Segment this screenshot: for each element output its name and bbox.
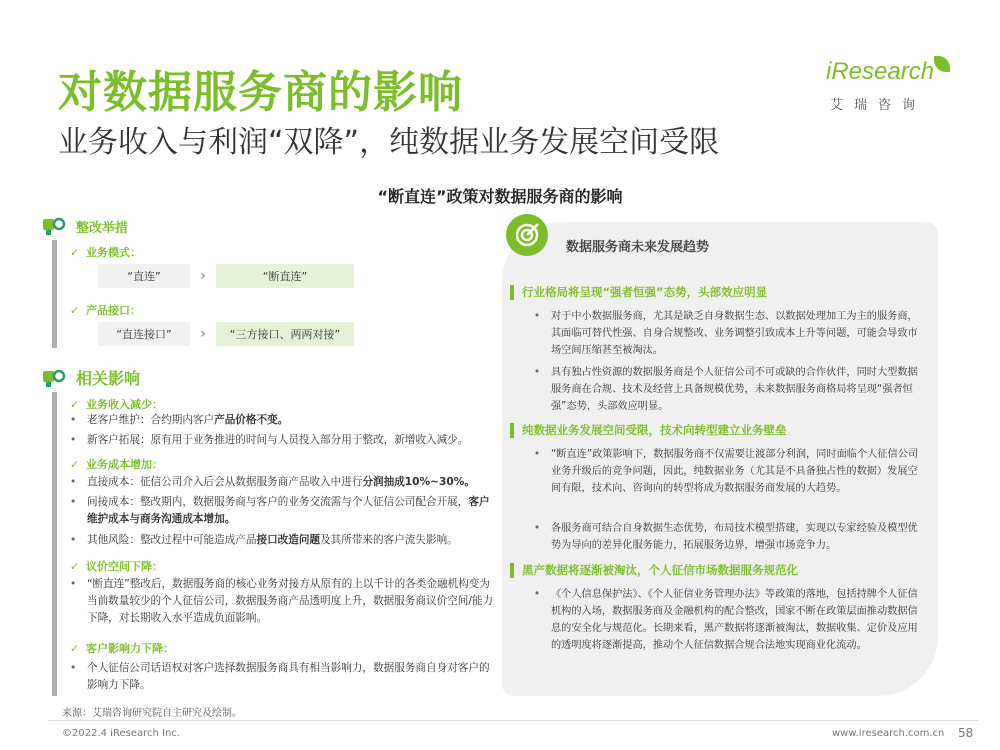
trend-bullet: • 具有独占性资源的数据服务商是个人征信公司不可或缺的合作伙伴，同时大型数据服务商在合规、技术及经营上具备规模优势，未来数据服务商格局将呈现“强者恒强”态势，头部效应明显。 [534, 367, 918, 412]
check-icon: ✓ [70, 457, 80, 471]
footer-divider [48, 720, 978, 721]
business-mode-to: “断直连” [216, 264, 354, 288]
trend-heading: 行业格局将呈现“强者恒强”态势，头部效应明显 [510, 282, 920, 302]
check-icon: ✓ [70, 559, 80, 573]
tools-icon [42, 216, 66, 236]
section-title: “断直连”政策对数据服务商的影响 [377, 187, 623, 206]
product-interface-to: “三方接口、两两对接” [216, 322, 354, 346]
check-icon: ✓ [70, 245, 80, 259]
check-icon: ✓ [70, 641, 80, 655]
impact-group-tag: ✓ 业务成本增加： [70, 457, 163, 471]
impact-item: • 直接成本：征信公司介入后会从数据服务商产品收入中进行分润抽成10%~30%。 [70, 476, 475, 488]
logo-cn-text: 艾瑞咨询 [830, 98, 927, 113]
impact-group-tag: ✓ 议价空间下降： [70, 559, 163, 573]
check-icon: ✓ [70, 397, 80, 411]
copyright: ©2022.4 iResearch Inc. [62, 728, 180, 739]
trend-heading: 纯数据业务发展空间受限，技术向转型建立业务壁垒 [510, 420, 920, 440]
leaf-icon [934, 56, 950, 72]
product-interface-flow [98, 322, 354, 346]
impact-item: • 个人征信公司话语权对客户选择数据服务商具有相当影响力，数据服务商自身对客户的影响力下降。 [70, 662, 490, 691]
impact-item: • 新客户拓展：原有用于业务推进的时间与人员投入部分用于整改，新增收入减少。 [70, 434, 469, 446]
iresearch-logo [826, 54, 956, 114]
business-mode-from: “直连” [98, 264, 190, 288]
impacts-divider [52, 392, 57, 696]
page-number: 58 [958, 726, 974, 740]
trend-bullet: • 《个人信息保护法》、《个人征信业务管理办法》等政策的落地，包括持牌个人征信机构的入场，数据服务商及金融机构的配合整改，国家不断在政策层面推动数据信息的安全化与规范化。长期来看，黑产数据将逐渐被淘汰，数据收集、定价及应用的透明度将逐渐提高，推动个人征信数据合规合法地实现商业化流动。 [534, 589, 918, 651]
check-icon: ✓ [70, 303, 80, 317]
chevron-right-icon: › [200, 268, 206, 284]
measures-heading [42, 216, 128, 236]
impact-item: • “断直连”整改后，数据服务商的核心业务对接方从原有的上以千计的各类金融机构变为当前数量较少的个人征信公司，数据服务商产品透明度上升，数据服务商议价空间/能力下降，对长期收入水平造成负面影响。 [70, 578, 494, 624]
impact-item: • 老客户维护：合约期内客户产品价格不变。 [70, 414, 289, 426]
logo-wordmark: iResearch [826, 58, 935, 85]
impact-item: • 其他风险：整改过程中可能造成产品接口改造问题及其所带来的客户流失影响。 [70, 534, 458, 546]
impact-group-tag: ✓ 业务收入减少： [70, 397, 163, 411]
impacts-heading [42, 366, 140, 389]
product-interface-label: ✓ 产品接口： [70, 303, 141, 317]
impact-group-tag: ✓ 客户影响力下降： [70, 641, 174, 655]
product-interface-from: “直连接口” [98, 322, 190, 346]
chevron-right-icon: › [200, 326, 206, 342]
business-mode-label: ✓ 业务模式： [70, 245, 141, 259]
target-icon [506, 214, 548, 256]
source-note: 来源：艾瑞咨询研究院自主研究及绘制。 [62, 708, 242, 719]
tools-icon [42, 368, 66, 388]
impacts-heading-label: 相关影响 [76, 369, 141, 388]
trend-bullet: • 对于中小数据服务商，尤其是缺乏自身数据生态、以数据处理加工为主的服务商，其面临可替代性强、自身合规整改、业务调整引致成本上升等问题，可能会导致市场空间压缩甚至被淘汰。 [534, 311, 918, 356]
trends-title: 数据服务商未来发展趋势 [566, 240, 710, 255]
website-link[interactable]: www.iresearch.com.cn [832, 728, 945, 739]
measures-divider [52, 240, 57, 348]
page-title: 对数据服务商的影响 [58, 67, 463, 118]
business-mode-flow [98, 264, 354, 288]
trend-heading: 黑产数据将逐渐被淘汰，个人征信市场数据服务规范化 [510, 560, 920, 580]
impact-item: • 间接成本：整改期内，数据服务商与客户的业务交流需与个人征信公司配合开展，客户维护成本与商务沟通成本增加。 [70, 496, 490, 525]
trend-bullet: • “断直连”政策影响下，数据服务商不仅需要让渡部分利润，同时面临个人征信公司业务升级后的竞争问题，因此，纯数据业务（尤其是不具备独占性的数据）发展空间有限，技术向、咨询向的转型将成为数据服务商发展的大趋势。 [534, 449, 919, 494]
trend-bullet: • 各服务商可结合自身数据生态优势，布局技术模型搭建，实现以专家经验及模型优势为导向的差异化服务能力，拓展服务边界，增强市场竞争力。 [534, 523, 918, 551]
measures-heading-label: 整改举措 [76, 220, 129, 236]
page-subtitle: 业务收入与利润“双降”，纯数据业务发展空间受限 [58, 125, 720, 160]
